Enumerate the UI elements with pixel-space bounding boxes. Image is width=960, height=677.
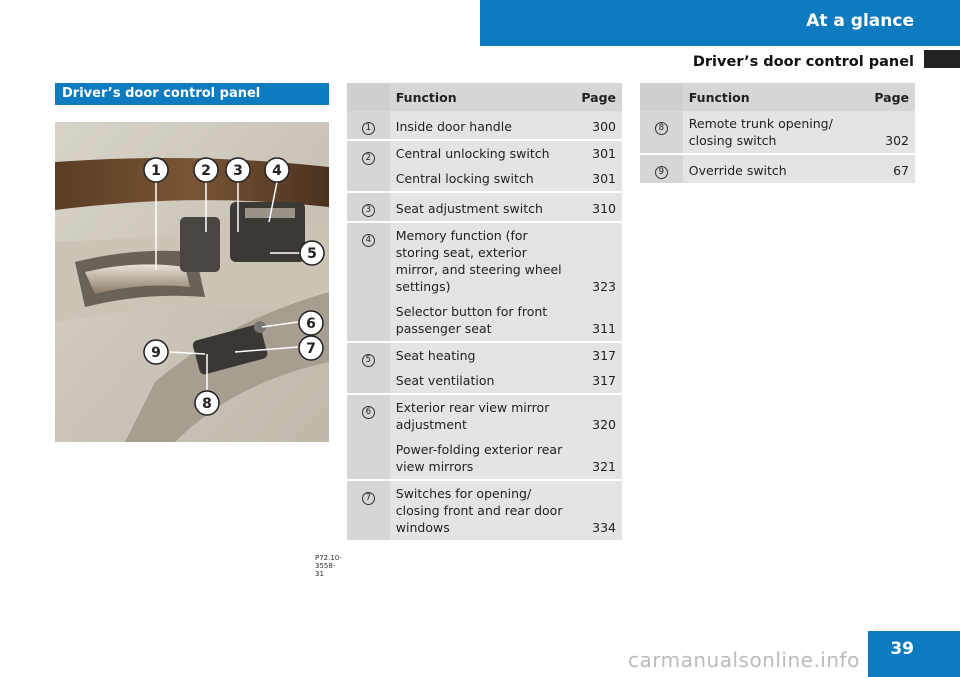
table-row <box>347 111 622 139</box>
table-row <box>640 111 915 153</box>
function-cell: Selector button for front passenger seat <box>390 299 573 341</box>
function-cell: Seat adjustment switch <box>390 191 573 221</box>
table-row <box>640 153 915 183</box>
table-row <box>347 393 622 437</box>
function-cell: Memory function (for storing seat, exterior mirror, and steering wheel settings) <box>390 221 573 299</box>
svg-text:5: 5 <box>307 246 317 262</box>
item-number-badge: 1 <box>362 122 375 135</box>
svg-text:1: 1 <box>151 163 161 179</box>
table-row <box>347 221 622 299</box>
callout-1 <box>144 158 168 182</box>
item-number <box>640 153 683 183</box>
function-table-right <box>640 83 915 183</box>
item-number-badge: 7 <box>362 492 375 505</box>
watermark: carmanualsonline.info <box>628 648 860 672</box>
page-cell[interactable]: 300 <box>573 111 622 139</box>
callout-6 <box>299 311 323 335</box>
function-cell: Override switch <box>683 153 866 183</box>
photo-code: P72.10-3558-31 <box>315 554 342 578</box>
page-cell[interactable]: 311 <box>573 299 622 341</box>
item-number-badge: 5 <box>362 354 375 367</box>
page-number: 39 <box>868 631 960 677</box>
svg-text:7: 7 <box>306 341 316 357</box>
item-number <box>347 191 390 221</box>
function-cell: Power-folding exterior rear view mirrors <box>390 437 573 479</box>
page-cell[interactable]: 67 <box>866 153 915 183</box>
section-heading: Driver’s door control panel <box>55 83 329 105</box>
svg-text:9: 9 <box>151 345 161 361</box>
col-function: Function <box>390 83 573 111</box>
item-number <box>640 111 683 153</box>
item-number-badge: 3 <box>362 204 375 217</box>
page-cell[interactable]: 334 <box>573 479 622 540</box>
thumb-tab <box>924 50 960 68</box>
callout-8 <box>195 391 219 415</box>
item-number <box>347 139 390 191</box>
function-cell: Switches for opening/ closing front and rear door windows <box>390 479 573 540</box>
table-row <box>347 341 622 368</box>
page-cell[interactable]: 301 <box>573 166 622 191</box>
callout-9 <box>144 340 168 364</box>
svg-text:4: 4 <box>272 163 282 179</box>
page-cell[interactable]: 317 <box>573 341 622 368</box>
callout-7 <box>299 336 323 360</box>
item-number-badge: 8 <box>655 122 668 135</box>
item-number-badge: 4 <box>362 234 375 247</box>
svg-text:2: 2 <box>201 163 211 179</box>
page-cell[interactable]: 320 <box>573 393 622 437</box>
page-cell[interactable]: 302 <box>866 111 915 153</box>
col-function: Function <box>683 83 866 111</box>
page-cell[interactable]: 321 <box>573 437 622 479</box>
function-table-left <box>347 83 622 540</box>
item-number <box>347 479 390 540</box>
function-cell: Central unlocking switch <box>390 139 573 166</box>
item-number <box>347 393 390 479</box>
function-cell: Seat heating <box>390 341 573 368</box>
function-cell: Central locking switch <box>390 166 573 191</box>
function-cell: Remote trunk opening/ closing switch <box>683 111 866 153</box>
item-number-badge: 9 <box>655 166 668 179</box>
item-number-badge: 2 <box>362 152 375 165</box>
callout-2 <box>194 158 218 182</box>
page-cell[interactable]: 317 <box>573 368 622 393</box>
page-cell[interactable]: 310 <box>573 191 622 221</box>
door-panel-illustration <box>55 122 329 442</box>
item-number <box>347 111 390 139</box>
col-page: Page <box>866 83 915 111</box>
chapter-title: At a glance <box>806 11 914 31</box>
item-number <box>347 221 390 341</box>
function-cell: Inside door handle <box>390 111 573 139</box>
function-cell: Seat ventilation <box>390 368 573 393</box>
callout-5 <box>300 241 324 265</box>
page-cell[interactable]: 323 <box>573 221 622 299</box>
section-subtitle: Driver’s door control panel <box>692 54 914 70</box>
item-number <box>347 341 390 393</box>
svg-text:8: 8 <box>202 396 212 412</box>
table-row <box>347 191 622 221</box>
page-cell[interactable]: 301 <box>573 139 622 166</box>
item-number-badge: 6 <box>362 406 375 419</box>
table-row <box>347 479 622 540</box>
function-cell: Exterior rear view mirror adjustment <box>390 393 573 437</box>
col-page: Page <box>573 83 622 111</box>
door-panel-photo <box>55 122 342 578</box>
table-row <box>347 139 622 166</box>
svg-text:3: 3 <box>233 163 243 179</box>
callout-4 <box>265 158 289 182</box>
callout-3 <box>226 158 250 182</box>
svg-text:6: 6 <box>306 316 316 332</box>
